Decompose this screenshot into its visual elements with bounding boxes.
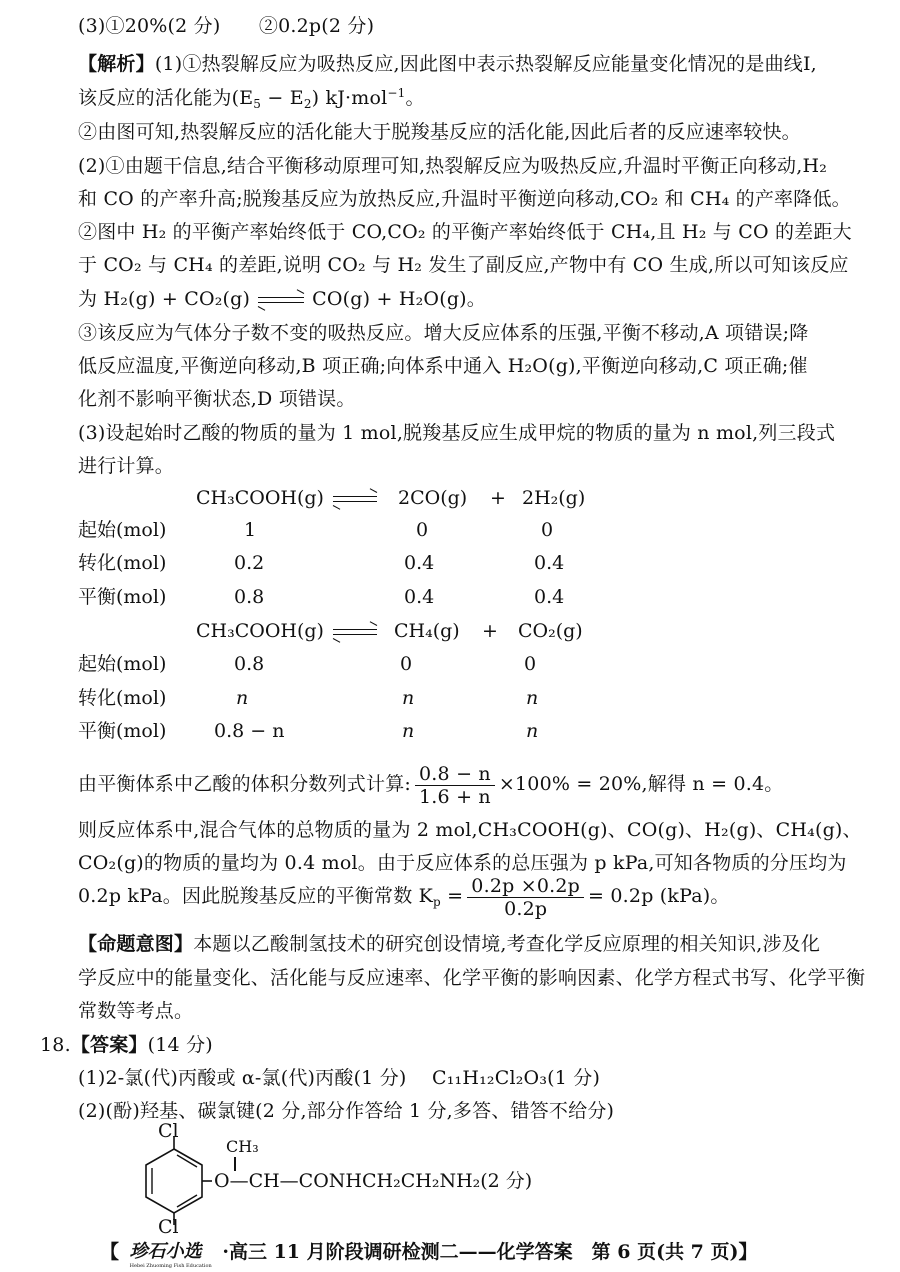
- minus-e: − E: [261, 87, 304, 109]
- t1-cell: 0.2: [234, 552, 265, 574]
- fraction-1-numerator: 0.8 − n: [415, 763, 495, 786]
- reaction-left: 为 H₂(g) + CO₂(g): [78, 288, 251, 310]
- analysis-line-2: [78, 86, 425, 110]
- fraction-2-denominator: 0.2p: [504, 897, 548, 920]
- chlorine-top: Cl: [158, 1120, 179, 1142]
- t1-cell: 0.4: [404, 586, 435, 608]
- intent-tag: 【命题意图】: [78, 933, 194, 955]
- t2-cell: 0.8: [234, 653, 265, 675]
- intent-line-3: 常数等考点。: [78, 1000, 194, 1022]
- t2-eq-plus: +: [482, 620, 498, 642]
- period: 。: [405, 87, 425, 109]
- logo: [130, 1237, 212, 1269]
- analysis-line-8: [78, 287, 486, 311]
- calc-line-2: 则反应体系中,混合气体的总物质的量为 2 mol,CH₃COOH(g)、CO(g)、H₂(g)、CH₄(g)、: [78, 819, 862, 841]
- intent-line-2: 学反应中的能量变化、活化能与反应速率、化学平衡的影响因素、化学方程式书写、化学平衡: [78, 967, 866, 989]
- q18-answer-tag: 【答案】: [70, 1034, 148, 1056]
- unit-text: ) kJ·mol: [311, 87, 388, 109]
- t1-eq-mid: 2CO(g): [398, 487, 468, 509]
- footer-bracket-open: 【: [100, 1241, 120, 1263]
- equilibrium-arrow: [258, 294, 304, 306]
- footer-bracket-close: 】: [738, 1241, 758, 1263]
- fraction-1: [415, 763, 495, 808]
- analysis-line-5: 和 CO 的产率升高;脱羧基反应为放热反应,升温时平衡逆向移动,CO₂ 和 CH₄ 的产率降低。: [78, 188, 851, 210]
- calc-text-1b: ×100% = 20%,解得 n = 0.4。: [498, 773, 784, 795]
- sub-2: 2: [303, 97, 312, 111]
- q18-header: [40, 1033, 213, 1057]
- analysis-line-7: 于 CO₂ 与 CH₄ 的差距,说明 CO₂ 与 H₂ 发生了副反应,产物中有 CO 生成,所以可知该反应: [78, 254, 849, 276]
- t2-eq-left: CH₃COOH(g): [196, 620, 324, 642]
- calc-text-4: 0.2p kPa。因此脱羧基反应的平衡常数 K: [78, 885, 434, 907]
- kp-sub: p: [433, 895, 441, 909]
- t1-eq-left: CH₃COOH(g): [196, 487, 324, 509]
- analysis-line-10: 低反应温度,平衡逆向移动,B 项正确;向体系中通入 H₂O(g),平衡逆向移动,C 项正确;催: [78, 355, 808, 377]
- sub-5: 5: [253, 97, 262, 111]
- fraction-2: [467, 875, 584, 920]
- methyl-group: CH₃: [226, 1137, 259, 1156]
- kp-equals: =: [440, 885, 464, 907]
- analysis-line-3: ②由图可知,热裂解反应的活化能大于脱羧基反应的活化能,因此后者的反应速率较快。: [78, 121, 801, 143]
- t1-row-label: 转化(mol): [78, 552, 167, 574]
- t2-cell: n: [236, 687, 249, 709]
- answer-17-3: (3)①20%(2 分) ②0.2p(2 分): [78, 15, 375, 37]
- t1-cell: 1: [244, 519, 257, 541]
- t2-row-label: 起始(mol): [78, 653, 167, 675]
- t2-eq-mid: CH₄(g): [394, 620, 460, 642]
- analysis-text-1: (1)①热裂解反应为吸热反应,因此图中表示热裂解反应能量变化情况的是曲线Ⅰ,: [154, 53, 817, 75]
- t1-cell: 0: [416, 519, 429, 541]
- t2-cell: n: [526, 720, 539, 742]
- logo-subtitle: Hebei Zhuoming Fish Education: [129, 1263, 212, 1269]
- t2-eq-arrow: [325, 619, 385, 643]
- t2-row-label: 转化(mol): [78, 687, 167, 709]
- q18-score: (14 分): [147, 1034, 213, 1056]
- t1-eq-arrow: [325, 486, 385, 510]
- t2-row-label: 平衡(mol): [78, 720, 167, 742]
- analysis-line-13: 进行计算。: [78, 455, 175, 477]
- t2-cell: n: [402, 687, 415, 709]
- t2-cell: 0: [400, 653, 413, 675]
- calc-text-1: 由平衡体系中乙酸的体积分数列式计算:: [78, 773, 412, 795]
- t1-cell: 0.4: [404, 552, 435, 574]
- t2-cell: n: [526, 687, 539, 709]
- page-footer: [100, 1237, 758, 1269]
- calc-line-4: [78, 872, 730, 920]
- t1-cell: 0.8: [234, 586, 265, 608]
- q18-answer-1: (1)2-氯(代)丙酸或 α-氯(代)丙酸(1 分) C₁₁H₁₂Cl₂O₃(1 分): [78, 1067, 601, 1089]
- intent-line-1: [78, 932, 820, 956]
- fraction-1-denominator: 1.6 + n: [419, 785, 491, 808]
- analysis-line-1: [78, 52, 817, 76]
- fraction-2-numerator: 0.2p ×0.2p: [467, 875, 584, 898]
- sup-minus-1: −1: [387, 86, 406, 100]
- analysis-line-6: ②图中 H₂ 的平衡产率始终低于 CO,CO₂ 的平衡产率始终低于 CH₄,且 H₂ 与 CO 的差距大: [78, 221, 852, 243]
- t2-eq-right: CO₂(g): [518, 620, 583, 642]
- t1-eq-right: 2H₂(g): [522, 487, 586, 509]
- analysis-line-12: (3)设起始时乙酸的物质的量为 1 mol,脱羧基反应生成甲烷的物质的量为 n mol,列三段式: [78, 422, 836, 444]
- analysis-tag: 【解析】: [78, 53, 155, 75]
- structural-formula: [130, 1120, 533, 1238]
- calc-line-3: CO₂(g)的物质的量均为 0.4 mol。由于反应体系的总压强为 p kPa,可知各物质的分压均为: [78, 852, 847, 874]
- footer-text: ·高三 11 月阶段调研检测二——化学答案 第 6 页(共 7 页): [222, 1241, 739, 1263]
- calc-line-1: [78, 760, 783, 808]
- t2-cell: 0.8 − n: [214, 720, 285, 742]
- activation-energy-text: 该反应的活化能为(E: [78, 87, 254, 109]
- t1-row-label: 起始(mol): [78, 519, 167, 541]
- logo-text: 珍石小选: [129, 1241, 202, 1262]
- t2-cell: n: [402, 720, 415, 742]
- t1-row-label: 平衡(mol): [78, 586, 167, 608]
- t1-cell: 0.4: [534, 586, 565, 608]
- q18-answer-2: (2)(酚)羟基、碳氯键(2 分,部分作答给 1 分,多答、错答不给分): [78, 1100, 615, 1122]
- t1-cell: 0: [541, 519, 554, 541]
- intent-text-1: 本题以乙酸制氢技术的研究创设情境,考查化学反应原理的相关知识,涉及化: [193, 933, 821, 955]
- side-chain: O—CH—CONHCH₂CH₂NH₂(2 分): [214, 1170, 533, 1192]
- analysis-line-11: 化剂不影响平衡状态,D 项错误。: [78, 388, 356, 410]
- chlorine-bottom: Cl: [158, 1216, 179, 1238]
- calc-text-4b: = 0.2p (kPa)。: [588, 885, 730, 907]
- t2-cell: 0: [524, 653, 537, 675]
- q18-number: 18.: [40, 1034, 71, 1056]
- analysis-line-4: (2)①由题干信息,结合平衡移动原理可知,热裂解反应为吸热反应,升温时平衡正向移动,H₂: [78, 155, 828, 177]
- t1-eq-plus: +: [490, 487, 506, 509]
- reaction-right: CO(g) + H₂O(g)。: [312, 288, 486, 310]
- t1-cell: 0.4: [534, 552, 565, 574]
- analysis-line-9: ③该反应为气体分子数不变的吸热反应。增大反应体系的压强,平衡不移动,A 项错误;降: [78, 322, 809, 344]
